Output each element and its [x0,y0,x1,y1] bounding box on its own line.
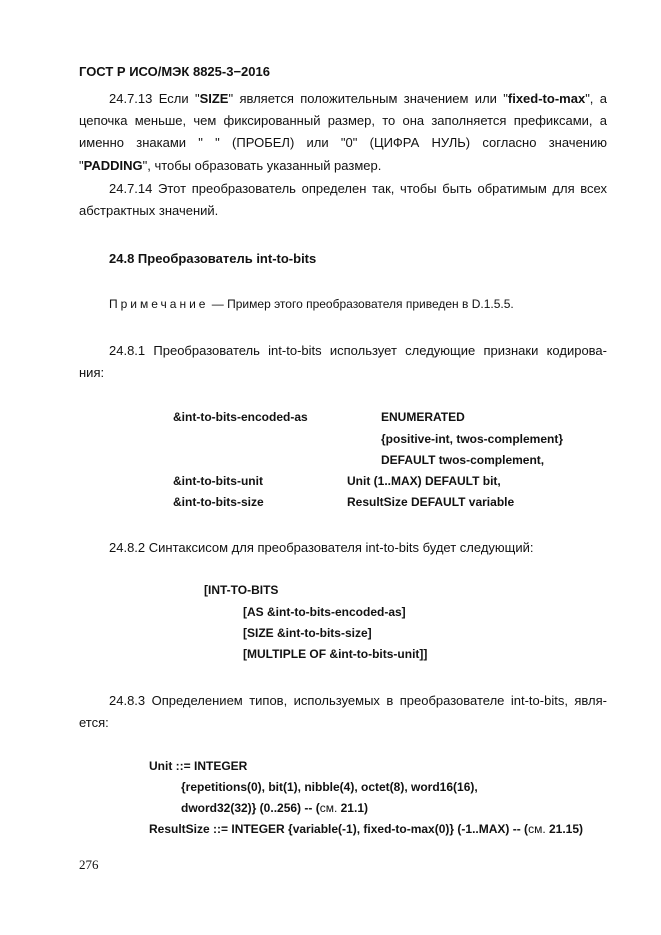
type-def-unit: Unit ::= INTEGER [149,759,248,773]
attr-name-size: &int-to-bits-size [173,495,264,509]
text-run: 21.1) [337,801,368,815]
text-run: dword32(32)} (0..256) -- ( [181,801,320,815]
syntax-line-3: [SIZE &int-to-bits-size] [243,626,372,640]
paragraph-24-8-1-line-1: 24.8.1 Преобразователь int-to-bits использует следующие признаки кодирова- [109,343,607,358]
syntax-line-2: [AS &int-to-bits-encoded-as] [243,605,406,619]
attr-value-size: ResultSize DEFAULT variable [347,495,515,509]
paragraph-24-8-1-line-2: ния: [79,365,105,380]
attr-value-enumerated: ENUMERATED [381,410,465,424]
attr-value-default: DEFAULT twos-complement, [381,453,545,467]
attr-name-unit: &int-to-bits-unit [173,474,263,488]
paragraph-24-8-2: 24.8.2 Синтаксисом для преобразователя int-to-bits будет следующий: [109,540,534,555]
text-run: 24.7.13 Если " [109,91,200,106]
attr-name-encoded-as: &int-to-bits-encoded-as [173,410,308,424]
text-run: " является положительным значением или " [228,91,508,106]
paragraph-24-8-3-line-2: ется: [79,715,109,730]
attr-value-unit: Unit (1..MAX) DEFAULT bit, [347,474,501,488]
paragraph-24-7-14-line-1: 24.7.14 Этот преобразователь определен так, чтобы быть обратимым для всех [109,181,607,196]
text-run: " [79,158,84,173]
keyword-size: SIZE [199,91,229,106]
text-run: ", чтобы образовать указанный размер. [142,158,382,173]
text-run: ", а [585,91,607,106]
attr-value-enum-list: {positive-int, twos-complement} [381,432,564,446]
document-header: ГОСТ Р ИСО/МЭК 8825-3−2016 [79,64,270,79]
paragraph-24-7-13-line-3: именно знаками " " (ПРОБЕЛ) или "0" (ЦИФРА НУЛЬ) согласно значению [79,135,607,150]
note [109,297,514,311]
paragraph-24-7-13-line-2: цепочка меньше, чем фиксированный размер, то она заполняется префиксами, а [79,113,607,128]
text-run: ResultSize ::= INTEGER {variable(-1), fixed-to-max(0)} (-1..MAX) -- ( [149,822,529,836]
paragraph-24-7-13-line-1 [79,88,607,110]
section-title: 24.8 Преобразователь int-to-bits [109,251,317,266]
note-label: Примечание [109,297,209,311]
text-run: см. [319,801,338,815]
note-text: — Пример этого преобразователя приведен в D.1.5.5. [208,297,514,311]
type-def-unit-values: {repetitions(0), bit(1), nibble(4), octet(8), word16(16), [181,780,478,794]
text-run: см. [528,822,546,836]
keyword-fixed-to-max: fixed-to-max [507,91,586,106]
paragraph-24-7-14-line-2: абстрактных значений. [79,203,219,218]
type-def-resultsize [149,822,583,836]
syntax-line-4: [MULTIPLE OF &int-to-bits-unit]] [243,647,428,661]
paragraph-24-8-3-line-1: 24.8.3 Определением типов, используемых в преобразователе int-to-bits, явля- [109,693,607,708]
type-def-unit-range [181,801,368,815]
paragraph-24-7-13-line-4 [79,155,607,177]
keyword-padding: PADDING [83,158,143,173]
page-number: 276 [79,857,99,872]
text-run: 21.15) [545,822,584,836]
syntax-line-1: [INT-TO-BITS [204,583,279,597]
